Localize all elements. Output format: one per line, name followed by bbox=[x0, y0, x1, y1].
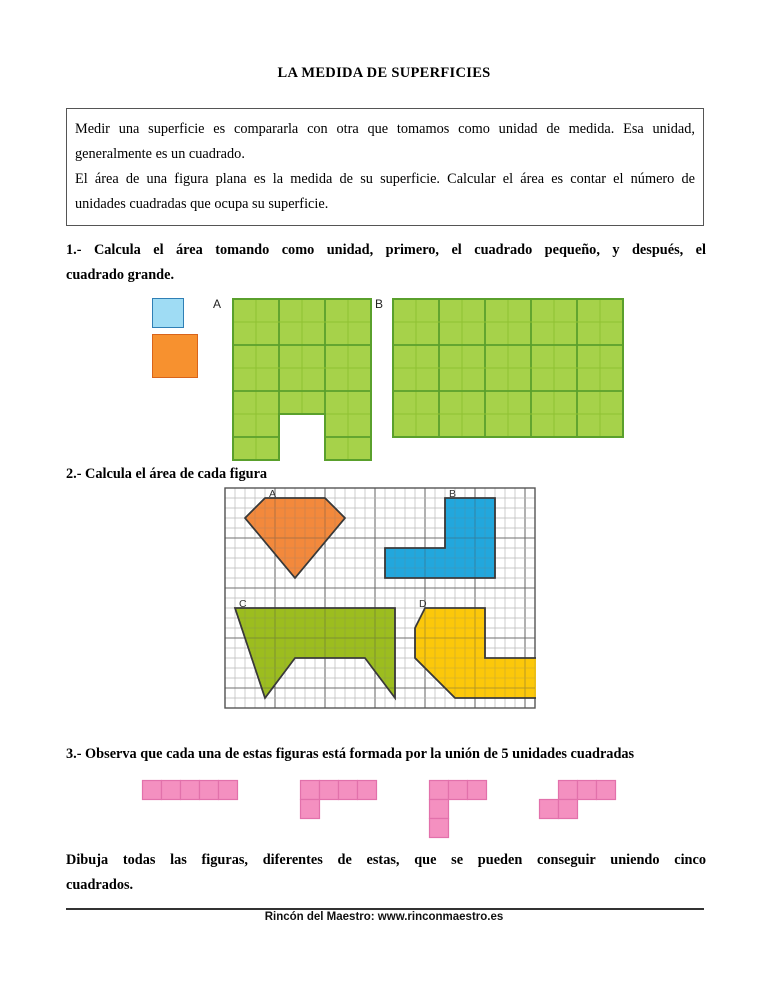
pentomino-4 bbox=[538, 779, 617, 825]
pentomino-cell bbox=[559, 781, 578, 800]
j-pentomino bbox=[299, 779, 378, 820]
pentomino-2 bbox=[299, 779, 378, 825]
intro-line-2: generalmente es un cuadrado. bbox=[75, 146, 245, 162]
figure-b-label: B bbox=[375, 297, 384, 311]
exercise-1-heading-line-2: cuadrado grande. bbox=[66, 267, 175, 283]
v-pentomino bbox=[428, 779, 488, 839]
exercise-3-heading: 3.- Observa que cada una de estas figuras está formada por la unión de 5 unidades cuadradas bbox=[66, 746, 635, 762]
exercise-3-closing-line-2: cuadrados. bbox=[66, 877, 134, 893]
pentomino-cell bbox=[430, 819, 449, 838]
exercise-1-figure-b bbox=[392, 298, 624, 438]
exercise-1-figure-a bbox=[232, 298, 372, 461]
intro-line-4: unidades cuadradas que ocupa su superficie. bbox=[75, 196, 329, 212]
exercise-2-grid-figure bbox=[224, 487, 536, 714]
exercise-2-heading: 2.- Calcula el área de cada figura bbox=[66, 466, 268, 482]
unit-square-small bbox=[152, 298, 184, 328]
figure-a-label: A bbox=[213, 297, 222, 311]
intro-text-box bbox=[66, 108, 704, 226]
pentomino-cell bbox=[219, 781, 238, 800]
pentomino-cell bbox=[559, 800, 578, 819]
intro-line-1: Medir una superficie es compararla con otra que tomamos como unidad de medida. Esa unidad, bbox=[75, 121, 695, 137]
pentomino-cell bbox=[540, 800, 559, 819]
footer-credit: Rincón del Maestro: www.rinconmaestro.es bbox=[264, 911, 504, 923]
exercise-2-label-a: A bbox=[269, 488, 277, 500]
pentomino-cell bbox=[181, 781, 200, 800]
pentomino-cell bbox=[200, 781, 219, 800]
pentomino-cell bbox=[358, 781, 377, 800]
pentomino-cell bbox=[578, 781, 597, 800]
exercise-1-heading bbox=[66, 238, 706, 288]
footer-divider bbox=[66, 908, 704, 910]
i-pentomino bbox=[141, 779, 239, 801]
exercise-2-label-c: C bbox=[239, 598, 247, 610]
pentomino-3 bbox=[428, 779, 488, 844]
pentomino-cell bbox=[320, 781, 339, 800]
pentomino-cell bbox=[339, 781, 358, 800]
exercise-3-closing-text bbox=[66, 848, 706, 898]
exercise-1-heading-line-1: 1.- Calcula el área tomando como unidad, primero, el cuadrado pequeño, y después, el bbox=[66, 242, 706, 258]
pentomino-cell bbox=[449, 781, 468, 800]
exercise-3-closing-line-1: Dibuja todas las figuras, diferentes de estas, que se pueden conseguir uniendo cinco bbox=[66, 852, 706, 868]
exercise-2-label-d: D bbox=[419, 598, 427, 610]
intro-line-3: El área de una figura plana es la medida de su superficie. Calcular el área es contar el número de bbox=[75, 171, 695, 187]
pentomino-cell bbox=[597, 781, 616, 800]
pentomino-cell bbox=[162, 781, 181, 800]
pentomino-cell bbox=[468, 781, 487, 800]
exercise-2-label-b: B bbox=[449, 488, 457, 500]
n-pentomino bbox=[538, 779, 617, 820]
pentomino-cell bbox=[301, 800, 320, 819]
unit-square-large bbox=[152, 334, 198, 378]
pentomino-cell bbox=[430, 800, 449, 819]
pentomino-cell bbox=[143, 781, 162, 800]
pentomino-cell bbox=[301, 781, 320, 800]
pentomino-cell bbox=[430, 781, 449, 800]
page-title: LA MEDIDA DE SUPERFICIES bbox=[277, 65, 491, 81]
pentomino-1 bbox=[141, 779, 239, 806]
